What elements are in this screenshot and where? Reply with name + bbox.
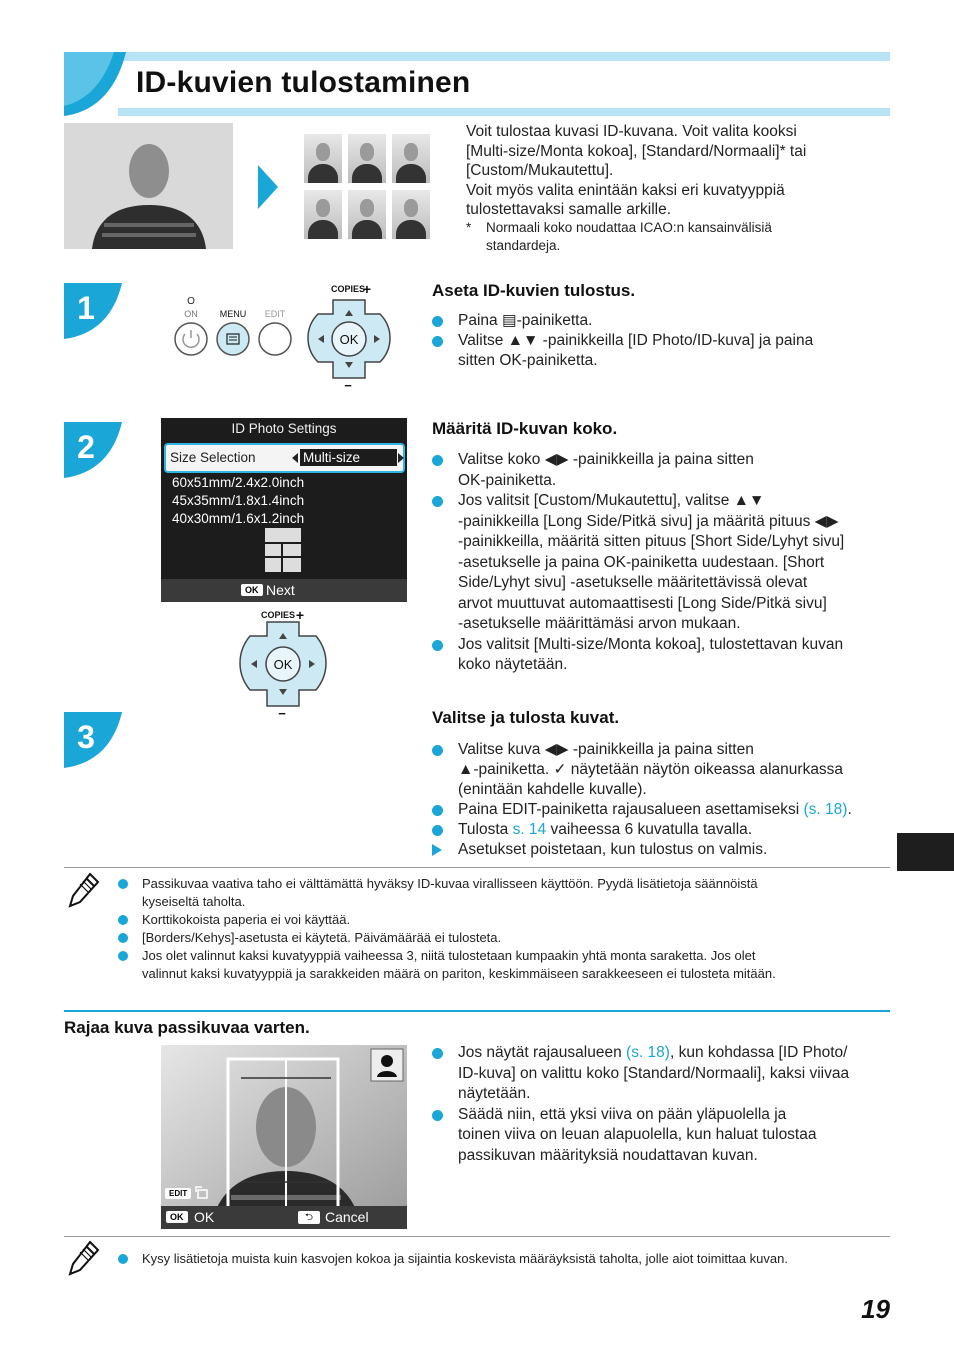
multi-size-layout-icon <box>265 528 301 572</box>
bullet-line: toinen viiva on leuan alapuolella, kun haluat tulostaa <box>458 1126 817 1143</box>
step3-bullet <box>432 740 902 800</box>
cross-key-illustration <box>236 608 332 718</box>
ok-label[interactable]: OK <box>194 1209 215 1225</box>
size-selection-row[interactable] <box>164 443 405 473</box>
back-icon: ⮌ <box>298 1211 320 1224</box>
bullet-line: Side/Lyhyt sivu] -asetukselle määritettävissä olevat <box>458 574 808 591</box>
notes-list <box>116 875 876 983</box>
bullet-line: passikuvan määrityksiä noudattavan kuvan. <box>458 1146 758 1164</box>
printer-buttons-illustration <box>168 282 400 390</box>
bullet-line: koko näytetään. <box>458 656 568 673</box>
page-link[interactable]: (s. 18) <box>626 1044 670 1061</box>
thumbnail <box>392 190 430 239</box>
thumbnail <box>348 190 386 239</box>
bullet-text: Paina EDIT-painiketta rajausalueen asettamiseksi <box>458 801 804 818</box>
edit-button <box>259 323 291 355</box>
thumbnail-grid <box>304 134 432 240</box>
cancel-label[interactable]: Cancel <box>325 1209 369 1225</box>
crop-bullets <box>432 1043 902 1166</box>
page-link[interactable]: s. 14 <box>512 821 547 838</box>
menu-button <box>217 323 249 355</box>
size-option: 60x51mm/2.4x2.0inch <box>172 475 305 490</box>
size-selection-value[interactable]: Multi-size <box>300 449 397 466</box>
step1-bullet <box>432 331 892 371</box>
size-option: 40x30mm/1.6x1.2inch <box>172 511 305 526</box>
ok-key-icon: OK <box>241 584 263 596</box>
page-number: 19 <box>861 1294 890 1324</box>
bullet-line: arvot muuttuvat automaattisesti [Long Side/Pitkä sivu] <box>458 594 827 612</box>
menu-label: MENU <box>219 309 247 319</box>
step1-bullets <box>432 311 892 371</box>
crop-bullet <box>432 1105 902 1167</box>
footnote-line: standardeja. <box>486 238 561 253</box>
bullet-line: sitten OK-painiketta. <box>458 352 598 369</box>
bullet-line: ID-kuva] on valittu koko [Standard/Normaali], kaksi viivaa <box>458 1064 850 1082</box>
thumbnail <box>392 134 430 183</box>
copies-label: COPIES <box>330 284 366 294</box>
ok-key-label: OK <box>273 657 293 672</box>
bullet-line: -asetukselle määrittämäsi arvon mukaan. <box>458 615 741 632</box>
step-number: 3 <box>77 719 95 755</box>
copies-label: COPIES <box>260 610 296 620</box>
screen-title: ID Photo Settings <box>231 421 337 436</box>
bullet-line: näytetään. <box>458 1085 531 1102</box>
chapter-tab <box>897 833 954 871</box>
step1-heading: Aseta ID-kuvien tulostus. <box>432 281 636 300</box>
note-line: Jos olet valinnut kaksi kuvatyyppiä vaiheessa 3, niitä tulostetaan kumpaakin yhtä monta saraketta. Jos olet <box>142 948 756 963</box>
note-line: Passikuvaa vaativa taho ei välttämättä hyväksy ID-kuvaa virallisseen käyttöön. Pyydä lisätietoja säännöistä <box>142 876 758 891</box>
arrow-right-icon <box>258 165 278 209</box>
crop-screen <box>161 1045 407 1229</box>
bullet-text: Jos näytät rajausalueen <box>458 1044 627 1061</box>
minus-label: − <box>344 378 352 390</box>
step3-heading: Valitse ja tulosta kuvat. <box>432 708 620 727</box>
header-bottom-band <box>118 108 890 116</box>
step2-bullet <box>432 450 902 491</box>
ok-key-icon: OK <box>166 1211 188 1223</box>
note-line: valinnut kaksi kuvatyyppiä ja sarakkeiden määrä on pariton, keskimmäiseen sarakkeeseen ei tulosteta mitään. <box>142 966 776 981</box>
thumbnail <box>304 190 342 239</box>
bullet-line: Valitse ▲▼ -painikkeilla [ID Photo/ID-kuva] ja paina <box>458 332 814 349</box>
step3-bullet <box>432 800 902 820</box>
bullet-line: -painikkeilla [Long Side/Pitkä sivu] ja määritä pituus ◀▶ <box>458 512 839 530</box>
arrow-left-icon[interactable] <box>292 453 298 463</box>
step-number-badge <box>64 283 122 339</box>
thumbnail <box>348 134 386 183</box>
plus-label: + <box>295 608 305 623</box>
note-item: Kysy lisätietoja muista kuin kasvojen kokoa ja sijaintia koskevista määräyksistä taholta, jolle aiot toimittaa kuvan. <box>116 1250 886 1268</box>
step3-result: Asetukset poistetaan, kun tulostus on valmis. <box>432 840 902 860</box>
size-option: 45x35mm/1.8x1.4inch <box>172 493 305 508</box>
edit-key-icon: EDIT <box>165 1188 191 1199</box>
step3-bullets <box>432 740 902 860</box>
step1-bullet: Paina ▤-painiketta. <box>432 311 892 331</box>
header-top-band <box>64 52 890 61</box>
bullet-text: Tulosta <box>458 821 513 838</box>
bullet-line: Jos valitsit [Custom/Mukautettu], valitse ▲▼ <box>458 492 765 509</box>
step-number-badge <box>64 712 122 768</box>
intro-text <box>466 122 896 220</box>
next-label[interactable]: Next <box>266 582 295 598</box>
bullet-line: Säädä niin, että yksi viiva on pään yläpuolella ja <box>458 1105 787 1123</box>
crop-rotate-icon <box>195 1186 209 1200</box>
step2-heading: Määritä ID-kuvan koko. <box>432 419 618 438</box>
crop-heading: Rajaa kuva passikuvaa varten. <box>64 1018 310 1037</box>
note-item: Korttikokoista paperia ei voi käyttää. <box>116 911 876 929</box>
divider <box>64 867 890 868</box>
intro-line: Voit tulostaa kuvasi ID-kuvana. Voit valita kooksi <box>466 123 797 140</box>
pencil-note-icon <box>68 1240 100 1276</box>
note-item: [Borders/Kehys]-asetusta ei käytetä. Päivämäärää ei tulosteta. <box>116 929 876 947</box>
screen-footer <box>161 579 407 602</box>
bullet-line: OK-painiketta. <box>458 471 557 489</box>
step-number-badge <box>64 422 122 478</box>
step3-bullet <box>432 820 902 840</box>
step-number: 1 <box>77 290 95 326</box>
intro-line: [Custom/Mukautettu]. <box>466 162 614 179</box>
step2-bullets <box>432 450 902 676</box>
note-item <box>116 947 876 983</box>
footnote-line: Normaali koko noudattaa ICAO:n kansainvälisiä <box>486 220 772 235</box>
crop-photo <box>161 1045 407 1229</box>
ok-key-label: OK <box>339 332 359 347</box>
bullet-line: (enintään kahdelle kuvalle). <box>458 781 647 798</box>
on-label: ON <box>184 309 198 319</box>
bullet-line: Valitse koko ◀▶ -painikkeilla ja paina sitten <box>458 451 754 468</box>
intro-footnote <box>466 219 886 255</box>
divider <box>64 1236 890 1237</box>
plus-label: + <box>362 282 372 297</box>
portrait-photo <box>64 123 233 249</box>
bullet-line: ▲-painiketta. ✓ näytetään näytön oikeassa alanurkassa <box>458 761 844 778</box>
footnote-mark: * <box>466 220 472 235</box>
intro-line: tulostettavaksi samalle arkille. <box>466 201 672 218</box>
bullet-line: Valitse kuva ◀▶ -painikkeilla ja paina sitten <box>458 741 754 758</box>
power-symbol-label: O <box>187 296 195 307</box>
size-selection-label: Size Selection <box>170 450 256 465</box>
size-list <box>172 474 304 528</box>
intro-line: [Multi-size/Monta kokoa], [Standard/Normaali]* tai <box>466 142 807 160</box>
crop-bullet <box>432 1043 902 1105</box>
pencil-note-icon <box>68 872 100 908</box>
on-button <box>175 323 207 355</box>
step2-bullet <box>432 635 902 676</box>
bullet-line: -painikkeilla, määritä sitten pituus [Short Side/Lyhyt sivu] <box>458 533 845 550</box>
page-title: ID-kuvien tulostaminen <box>136 66 471 99</box>
step-number: 2 <box>77 429 95 465</box>
id-photo-settings-screen <box>161 418 407 602</box>
notes-list <box>116 1250 886 1268</box>
bullet-text: , kun kohdassa [ID Photo/ <box>669 1044 848 1061</box>
thumbnail <box>304 134 342 183</box>
edit-label: EDIT <box>264 309 286 319</box>
intro-line: Voit myös valita enintään kaksi eri kuvatyyppiä <box>466 181 785 199</box>
header-tab-shape <box>64 52 126 116</box>
note-item <box>116 875 876 911</box>
arrow-right-icon[interactable] <box>398 453 404 463</box>
section-divider <box>64 1010 890 1012</box>
page-link[interactable]: (s. 18) <box>803 801 848 818</box>
note-line: kyseiseltä taholta. <box>142 894 246 909</box>
crop-footer <box>161 1206 407 1229</box>
step2-bullet <box>432 491 902 635</box>
portrait-illustration <box>64 123 233 249</box>
bullet-line: Jos valitsit [Multi-size/Monta kokoa], tulostettavan kuvan <box>458 635 844 653</box>
bullet-text: vaiheessa 6 kuvatulla tavalla. <box>546 821 753 838</box>
bullet-text: . <box>847 801 852 818</box>
bullet-line: -asetukselle ja paina OK-painiketta uudestaan. [Short <box>458 553 825 571</box>
minus-label: − <box>278 706 286 718</box>
